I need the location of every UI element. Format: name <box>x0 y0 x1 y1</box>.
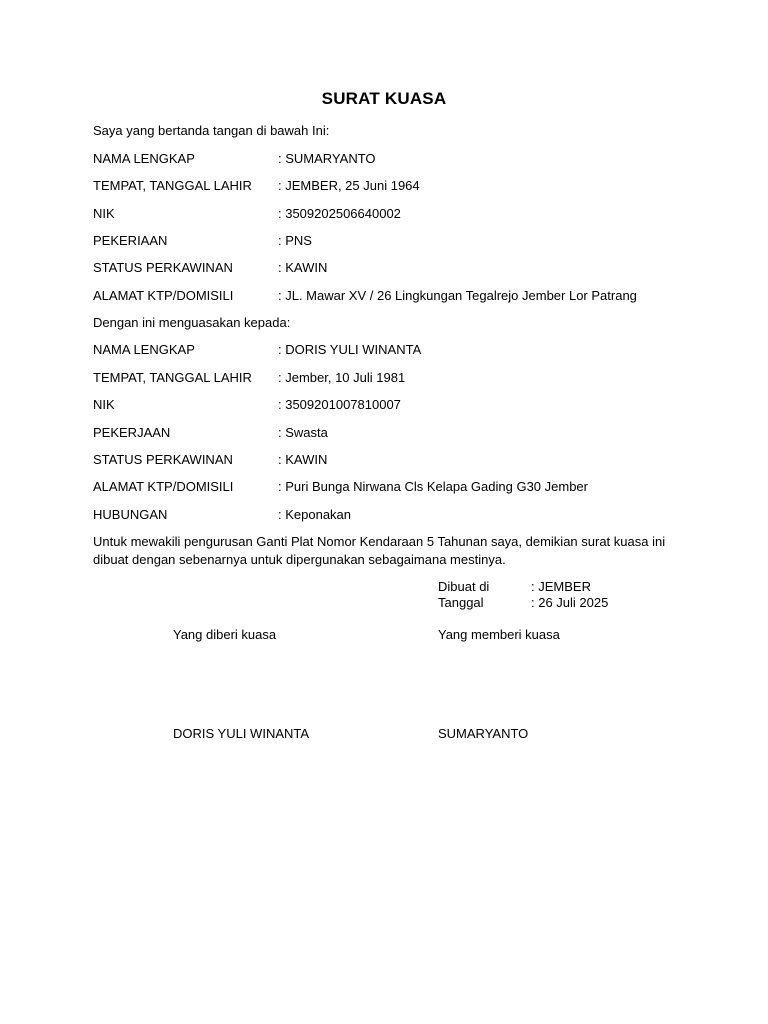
grantor-row <box>93 288 637 303</box>
field-label: NIK <box>93 397 115 412</box>
field-label: HUBUNGAN <box>93 507 168 522</box>
field-label: STATUS PERKAWINAN <box>93 452 233 467</box>
place-value: : JEMBER <box>531 579 591 594</box>
field-value: : KAWIN <box>278 452 328 467</box>
field-label: PEKERIAAN <box>93 233 168 248</box>
date-label: Tanggal <box>438 595 484 610</box>
field-value: : JEMBER, 25 Juni 1964 <box>278 178 420 193</box>
recipient-heading: Yang diberi kuasa <box>173 627 277 642</box>
recipient-name: DORIS YULI WINANTA <box>173 726 310 741</box>
field-value: : Jember, 10 Juli 1981 <box>278 370 406 385</box>
grantor-row <box>93 178 420 193</box>
field-value: : JL. Mawar XV / 26 Lingkungan Tegalrejo Jember Lor Patrang <box>278 288 637 303</box>
field-label: ALAMAT KTP/DOMISILI <box>93 479 234 494</box>
grantor-row <box>93 233 312 248</box>
field-label: NAMA LENGKAP <box>93 151 195 166</box>
grantee-row <box>93 397 401 412</box>
field-value: : Puri Bunga Nirwana Cls Kelapa Gading G30 Jember <box>278 479 588 494</box>
grantee-row <box>93 342 421 357</box>
giver-name: SUMARYANTO <box>438 726 529 741</box>
grantor-row <box>93 206 401 221</box>
giver-heading: Yang memberi kuasa <box>438 627 560 642</box>
grantee-row <box>93 425 328 440</box>
field-label: ALAMAT KTP/DOMISILI <box>93 288 234 303</box>
field-label: TEMPAT, TANGGAL LAHIR <box>93 370 252 385</box>
grantee-row <box>93 370 405 385</box>
field-label: TEMPAT, TANGGAL LAHIR <box>93 178 252 193</box>
field-label: NAMA LENGKAP <box>93 342 195 357</box>
field-value: : DORIS YULI WINANTA <box>278 342 422 357</box>
field-label: PEKERJAAN <box>93 425 171 440</box>
field-value: : PNS <box>278 233 312 248</box>
field-value: : KAWIN <box>278 260 328 275</box>
field-value: : Swasta <box>278 425 328 440</box>
grantee-row <box>93 452 327 467</box>
document-title: SURAT KUASA <box>321 89 447 108</box>
date-value: : 26 Juli 2025 <box>531 595 609 610</box>
grantee-row <box>93 507 351 522</box>
grantor-row <box>93 151 376 166</box>
intro-text: Saya yang bertanda tangan di bawah Ini: <box>93 123 330 138</box>
field-value: : 3509202506640002 <box>278 206 401 221</box>
grantee-row <box>93 479 588 494</box>
date-row <box>438 595 608 610</box>
field-value: : SUMARYANTO <box>278 151 376 166</box>
purpose-paragraph: Untuk mewakili pengurusan Ganti Plat Nomor Kendaraan 5 Tahunan saya, demikian surat kuasa ini dibuat dengan sebenarnya untuk dipergunakan sebagaimana mestinya. <box>93 534 666 567</box>
field-label: STATUS PERKAWINAN <box>93 260 233 275</box>
field-value: : 3509201007810007 <box>278 397 401 412</box>
field-value: : Keponakan <box>278 507 352 522</box>
transition-text: Dengan ini menguasakan kepada: <box>93 315 291 330</box>
grantor-row <box>93 260 327 275</box>
field-label: NIK <box>93 206 115 221</box>
place-row <box>438 579 591 594</box>
place-label: Dibuat di <box>438 579 490 594</box>
